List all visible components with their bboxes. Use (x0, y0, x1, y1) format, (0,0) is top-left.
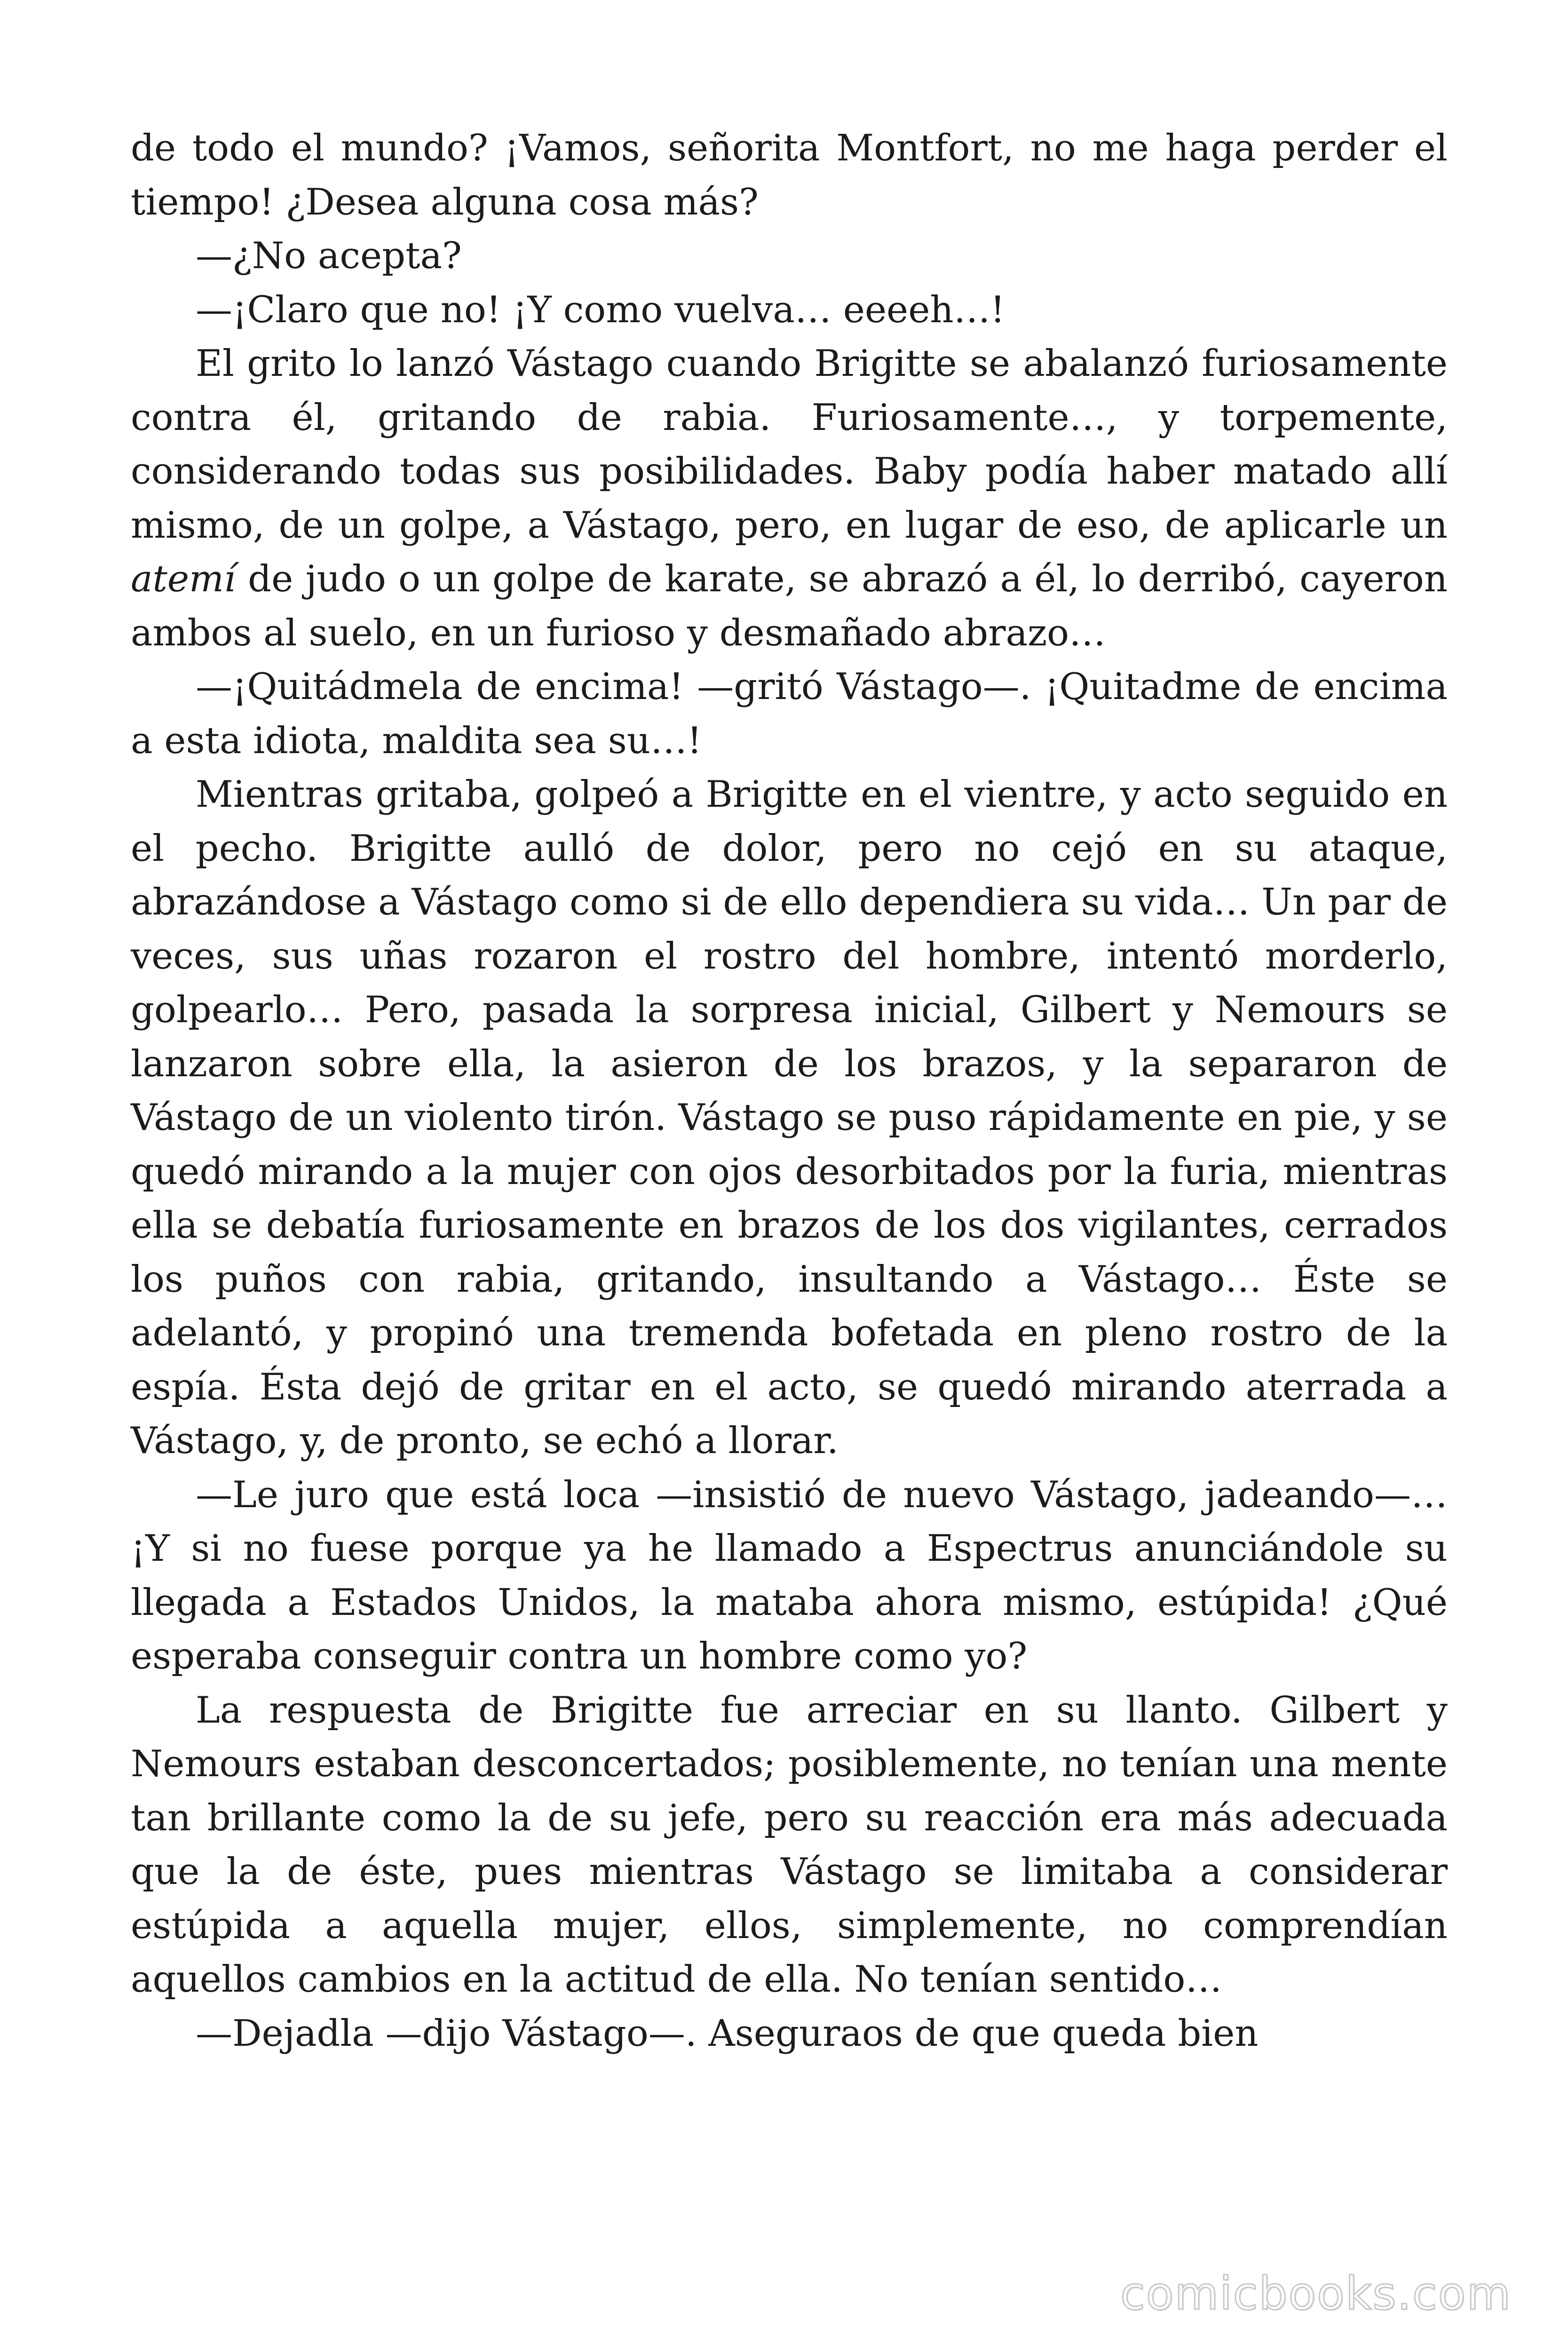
paragraph-dialogue-last: —Dejadla —dijo Vástago—. Aseguraos de que queda bien (196, 2012, 1259, 2055)
paragraph-dialogue: —Le juro que está loca —insistió de nuevo Vástago, jadeando—… ¡Y si no fuese porque ya he llamado a Espectrus anunciándole su llegada a Estados Unidos, la mataba ahora mismo, estúpida! ¿Qué esperaba conseguir contra un hombre como yo? (131, 1473, 1448, 1677)
watermark-logo: comicbooks.com (1120, 2267, 1512, 2320)
paragraph-text: El grito lo lanzó Vástago cuando Brigitte se abalanzó furiosamente contra él, gritando de rabia. Furiosamente…, y torpemente, considerando todas sus posibilidades. Baby podía haber matado allí mismo, de un golpe, a Vástago, pero, en lugar de eso, de aplicarle un (131, 342, 1448, 547)
paragraph-narration (131, 337, 1448, 660)
paragraph-continued: de todo el mundo? ¡Vamos, señorita Montfort, no me haga perder el tiempo! ¿Desea alguna cosa más? (131, 127, 1448, 223)
italic-term: atemí (131, 558, 236, 600)
paragraph-narration: La respuesta de Brigitte fue arreciar en su llanto. Gilbert y Nemours estaban desconcertados; posiblemente, no tenían una mente tan brillante como la de su jefe, pero su reacción era más adecuada que la de éste, pues mientras Vástago se limitaba a considerar estúpida a aquella mujer, ellos, simplemente, no comprendían aquellos cambios en la actitud de ella. No tenían sentido… (131, 1689, 1448, 2001)
book-page-body (131, 121, 1448, 2060)
paragraph-dialogue: —¿No acepta? (196, 235, 462, 277)
paragraph-dialogue: —¡Quitádmela de encima! —gritó Vástago—. ¡Quitadme de encima a esta idiota, maldita sea su…! (131, 666, 1448, 762)
paragraph-dialogue: —¡Claro que no! ¡Y como vuelva… eeeeh…! (196, 288, 1005, 331)
paragraph-text: de judo o un golpe de karate, se abrazó a él, lo derribó, cayeron ambos al suelo, en un furioso y desmañado abrazo… (131, 558, 1448, 654)
paragraph-narration: Mientras gritaba, golpeó a Brigitte en el vientre, y acto seguido en el pecho. Brigitte aulló de dolor, pero no cejó en su ataque, abrazándose a Vástago como si de ello dependiera su vida… Un par de veces, sus uñas rozaron el rostro del hombre, intentó morderlo, golpearlo… Pero, pasada la sorpresa inicial, Gilbert y Nemours se lanzaron sobre ella, la asieron de los brazos, y la separaron de Vástago de un violento tirón. Vástago se puso rápidamente en pie, y se quedó mirando a la mujer con ojos desorbitados por la furia, mientras ella se debatía furiosamente en brazos de los dos vigilantes, cerrados los puños con rabia, gritando, insultando a Vástago… Éste se adelantó, y propinó una tremenda bofetada en pleno rostro de la espía. Ésta dejó de gritar en el acto, se quedó mirando aterrada a Vástago, y, de pronto, se echó a llorar. (131, 773, 1448, 1462)
